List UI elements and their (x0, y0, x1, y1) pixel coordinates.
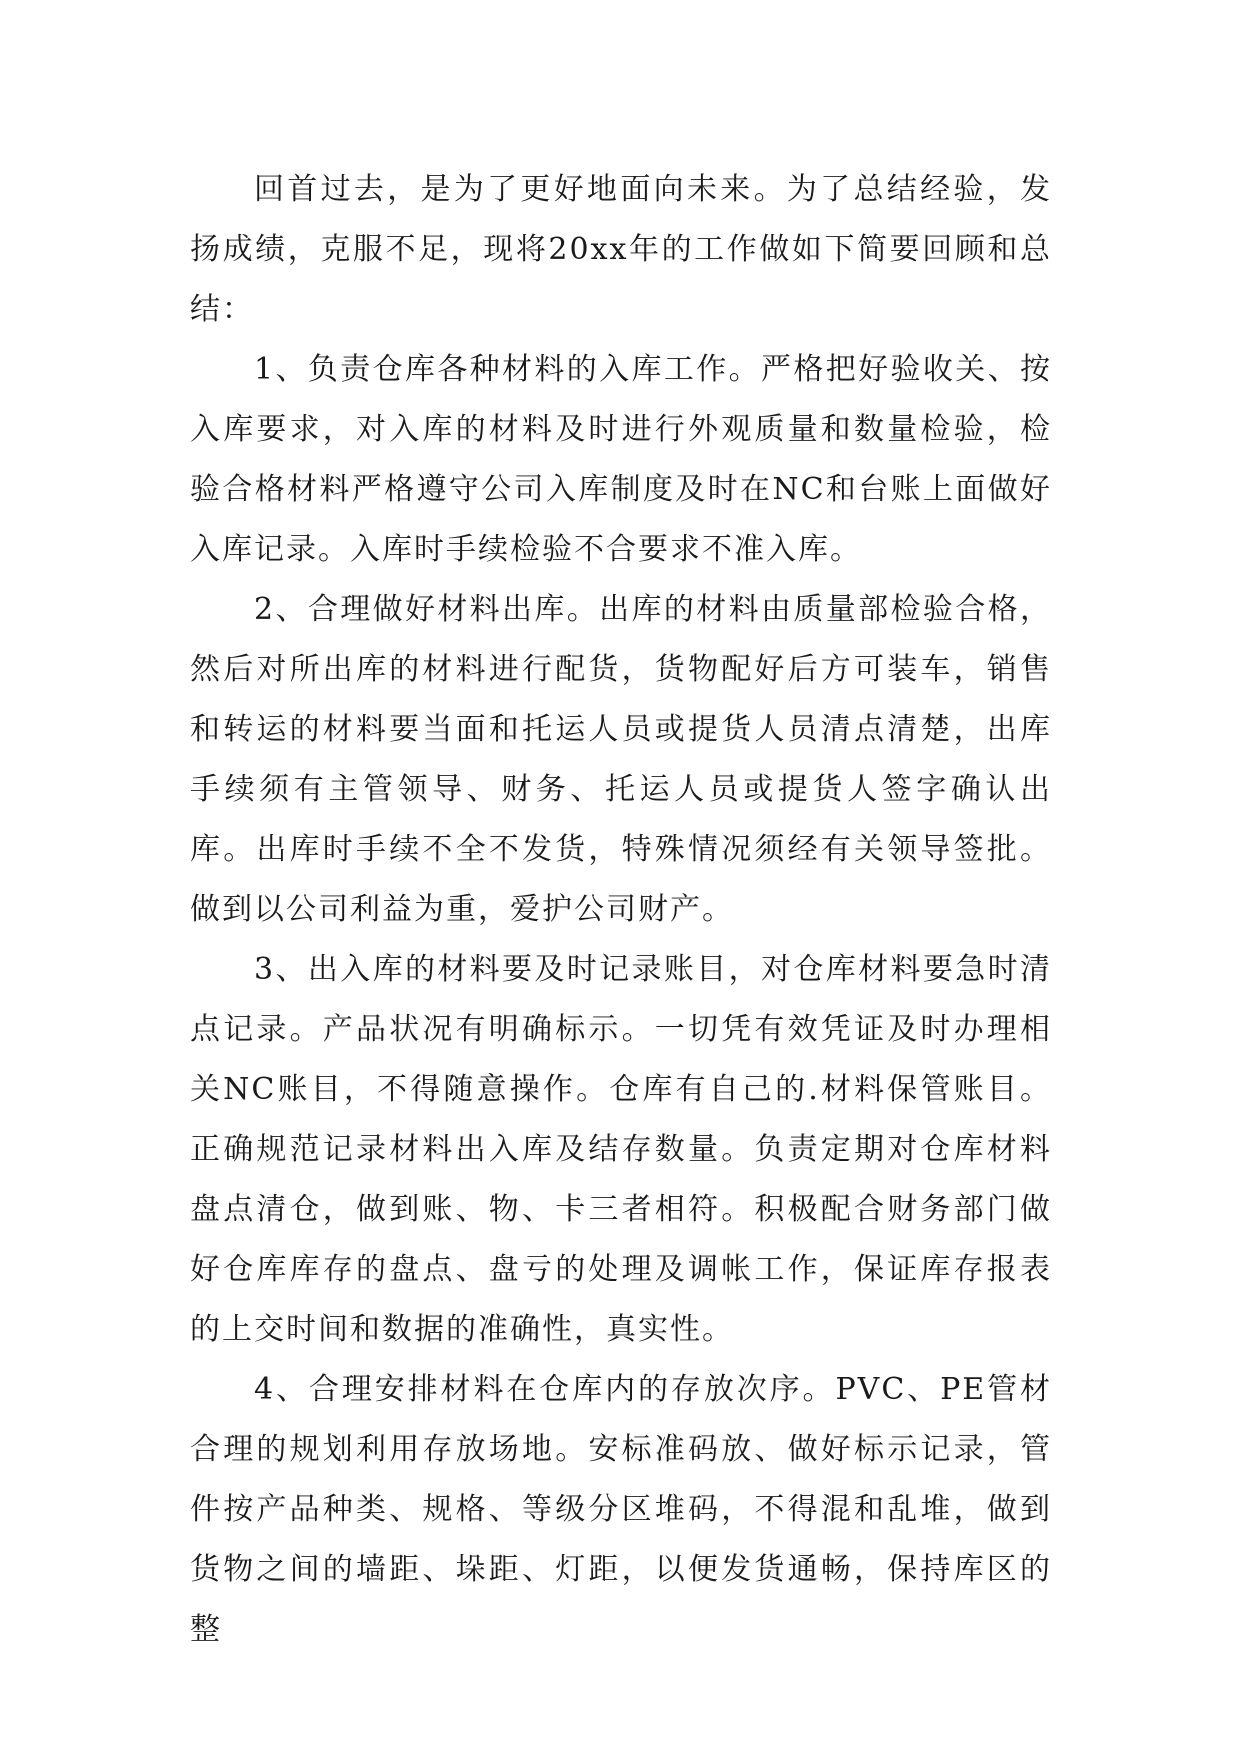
paragraph-item-1: 1、负责仓库各种材料的入库工作。严格把好验收关、按入库要求，对入库的材料及时进行外观质量和数量检验，检验合格材料严格遵守公司入库制度及时在NC和台账上面做好入库记录。入库时手续检验不合要求不准入库。 (190, 352, 1052, 567)
paragraph-intro: 回首过去，是为了更好地面向未来。为了总结经验，发扬成绩，克服不足，现将20xx年的工作做如下简要回顾和总结： (190, 172, 1052, 327)
paragraph-item-2: 2、合理做好材料出库。出库的材料由质量部检验合格，然后对所出库的材料进行配货，货物配好后方可装车，销售和转运的材料要当面和托运人员或提货人员清点清楚，出库手续须有主管领导、财务、托运人员或提货人签字确认出库。出库时手续不全不发货，特殊情况须经有关领导签批。做到以公司利益为重，爱护公司财产。 (190, 592, 1052, 927)
document-page (190, 160, 1052, 1660)
paragraph-item-4: 4、合理安排材料在仓库内的存放次序。PVC、PE管材合理的规划利用存放场地。安标准码放、做好标示记录，管件按产品种类、规格、等级分区堆码，不得混和乱堆，做到货物之间的墙距、垛距、灯距，以便发货通畅，保持库区的整 (190, 1372, 1052, 1647)
paragraph-item-3: 3、出入库的材料要及时记录账目，对仓库材料要急时清点记录。产品状况有明确标示。一切凭有效凭证及时办理相关NC账目，不得随意操作。仓库有自己的.材料保管账目。正确规范记录材料出入库及结存数量。负责定期对仓库材料盘点清仓，做到账、物、卡三者相符。积极配合财务部门做好仓库库存的盘点、盘亏的处理及调帐工作，保证库存报表的上交时间和数据的准确性，真实性。 (190, 952, 1052, 1347)
